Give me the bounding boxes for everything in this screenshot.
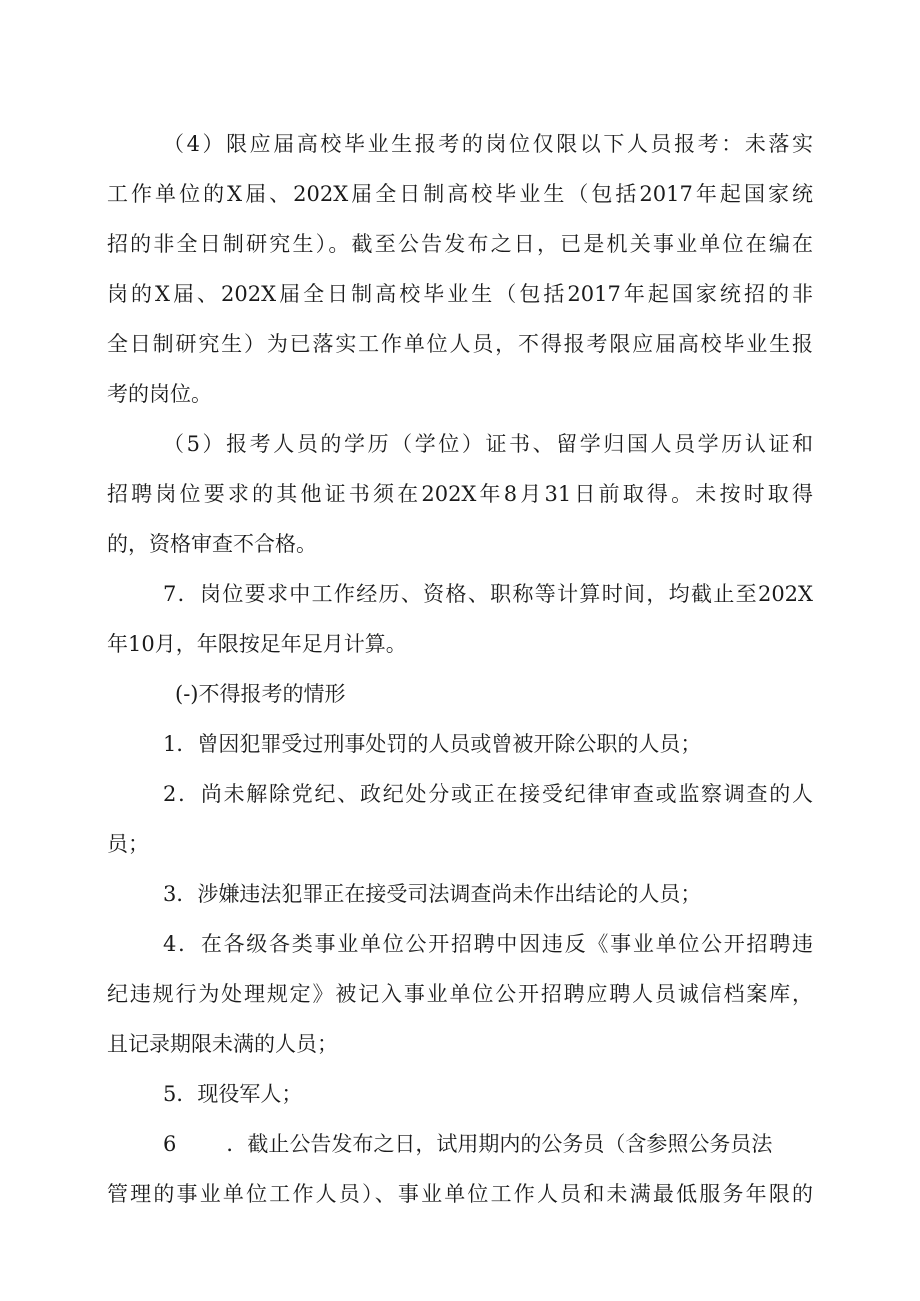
section-heading: (-)不得报考的情形 — [175, 682, 346, 706]
para4-line-1: （4）限应届高校毕业生报考的岗位仅限以下人员报考：未落实 — [163, 132, 813, 156]
para4-line-2: 工作单位的X届、202X届全日制高校毕业生（包括2017年起国家统 — [107, 182, 813, 206]
para5-line-2: 招聘岗位要求的其他证书须在202X年8月31日前取得。未按时取得 — [107, 482, 813, 506]
item7-line-1: 7．岗位要求中工作经历、资格、职称等计算时间，均截止至202X — [163, 582, 813, 606]
para4-line-6: 考的岗位。 — [107, 382, 212, 406]
para5-line-1: （5）报考人员的学历（学位）证书、留学归国人员学历认证和 — [163, 432, 813, 456]
para4-line-3: 招的非全日制研究生）。截至公告发布之日，已是机关事业单位在编在 — [107, 232, 813, 256]
excluded-item-4-line-1: 4．在各级各类事业单位公开招聘中因违反《事业单位公开招聘违 — [163, 932, 813, 956]
item7-line-2: 年10月，年限按足年足月计算。 — [107, 632, 407, 656]
excluded-item-4-line-3: 且记录期限未满的人员； — [107, 1032, 338, 1056]
excluded-item-5: 5．现役军人； — [163, 1082, 303, 1106]
excluded-item-6-line-1 — [163, 1130, 813, 1158]
para4-line-5: 全日制研究生）为已落实工作单位人员，不得报考限应届高校毕业生报 — [107, 332, 813, 356]
excluded-item-2-line-2: 员； — [107, 832, 149, 856]
excluded-item-4-line-2: 纪违规行为处理规定》被记入事业单位公开招聘应聘人员诚信档案库， — [107, 982, 813, 1006]
excluded-item-6-text: ．截止公告发布之日，试用期内的公务员（含参照公务员法 — [226, 1132, 773, 1156]
excluded-item-6-line-2: 管理的事业单位工作人员）、事业单位工作人员和未满最低服务年限的 — [107, 1182, 813, 1206]
excluded-item-2-line-1: 2．尚未解除党纪、政纪处分或正在接受纪律审查或监察调查的人 — [163, 782, 813, 806]
para5-line-3: 的，资格审查不合格。 — [107, 532, 317, 556]
para4-line-4: 岗的X届、202X届全日制高校毕业生（包括2017年起国家统招的非 — [107, 282, 813, 306]
excluded-item-1: 1．曾因犯罪受过刑事处罚的人员或曾被开除公职的人员； — [163, 732, 702, 756]
excluded-item-6-number: 6 — [163, 1132, 177, 1156]
excluded-item-3: 3．涉嫌违法犯罪正在接受司法调查尚未作出结论的人员； — [163, 882, 702, 906]
